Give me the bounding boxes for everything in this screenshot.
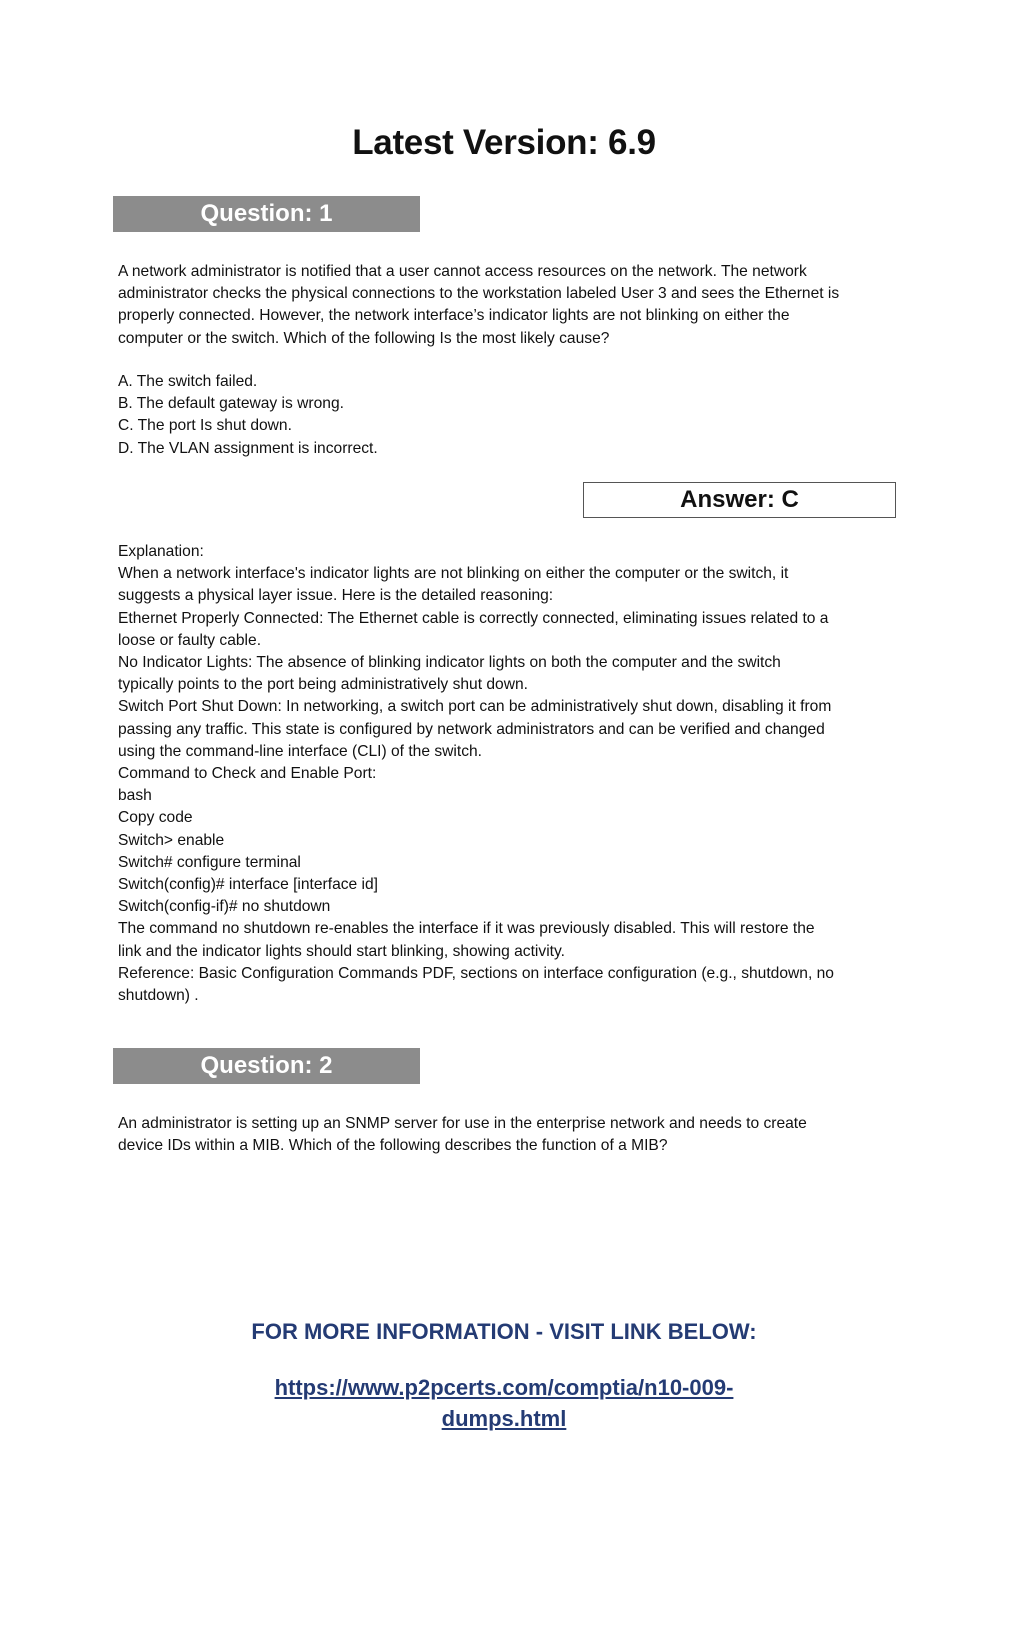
explanation-line: Switch> enable bbox=[118, 831, 225, 849]
explanation-line: The command no shutdown re-enables the interface if it was previously disabled. This will restore the bbox=[118, 920, 815, 938]
question-2-banner: Question: 2 bbox=[113, 1048, 420, 1084]
question-2-text bbox=[118, 1113, 898, 1157]
explanation-line: Switch(config-if)# no shutdown bbox=[118, 898, 331, 916]
explanation-line: When a network interface's indicator lights are not blinking on either the computer or the switch, it bbox=[118, 565, 789, 583]
more-info-heading: FOR MORE INFORMATION - VISIT LINK BELOW: bbox=[251, 1319, 757, 1344]
explanation-line: Switch Port Shut Down: In networking, a switch port can be administratively shut down, disabling it from bbox=[118, 698, 832, 716]
explanation bbox=[118, 541, 898, 1007]
explanation-line: shutdown) . bbox=[118, 987, 199, 1005]
dumps-link-line-1[interactable]: https://www.p2pcerts.com/comptia/n10-009- bbox=[274, 1375, 734, 1400]
explanation-line: Copy code bbox=[118, 809, 193, 827]
explanation-line: Command to Check and Enable Port: bbox=[118, 765, 377, 783]
question-text-line: computer or the switch. Which of the following Is the most likely cause? bbox=[118, 329, 610, 347]
question-1-options bbox=[118, 371, 898, 460]
explanation-line: Switch(config)# interface [interface id] bbox=[118, 876, 379, 894]
option-b: B. The default gateway is wrong. bbox=[118, 395, 344, 413]
dumps-link-line-2[interactable]: dumps.html bbox=[441, 1406, 567, 1431]
explanation-line: loose or faulty cable. bbox=[118, 631, 262, 649]
option-d: D. The VLAN assignment is incorrect. bbox=[118, 439, 378, 457]
explanation-line: Explanation: bbox=[118, 543, 204, 560]
explanation-line: Switch# configure terminal bbox=[118, 853, 301, 871]
question-text-line: administrator checks the physical connections to the workstation labeled User 3 and sees the Ethernet is bbox=[118, 285, 840, 303]
question-text-line: device IDs within a MIB. Which of the following describes the function of a MIB? bbox=[118, 1137, 668, 1155]
question-text-line: properly connected. However, the network interface’s indicator lights are not blinking on either the bbox=[118, 307, 790, 325]
option-a: A. The switch failed. bbox=[118, 373, 258, 390]
explanation-line: Ethernet Properly Connected: The Ethernet cable is correctly connected, eliminating issues related to a bbox=[118, 609, 829, 627]
explanation-line: bash bbox=[118, 787, 152, 805]
option-c: C. The port Is shut down. bbox=[118, 417, 292, 435]
explanation-line: No Indicator Lights: The absence of blinking indicator lights on both the computer and the switch bbox=[118, 654, 781, 672]
explanation-line: Reference: Basic Configuration Commands PDF, sections on interface configuration (e.g., shutdown, no bbox=[118, 964, 834, 982]
page-title: Latest Version: 6.9 bbox=[352, 123, 656, 162]
dumps-link[interactable] bbox=[0, 1372, 1008, 1434]
question-1-text bbox=[118, 261, 898, 350]
question-1-banner: Question: 1 bbox=[113, 196, 420, 232]
question-text-line: A network administrator is notified that a user cannot access resources on the network. The network bbox=[118, 263, 807, 280]
explanation-line: passing any traffic. This state is configured by network administrators and can be verified and changed bbox=[118, 720, 825, 738]
explanation-line: suggests a physical layer issue. Here is the detailed reasoning: bbox=[118, 587, 554, 605]
explanation-line: using the command-line interface (CLI) of the switch. bbox=[118, 742, 483, 760]
answer-box: Answer: C bbox=[583, 482, 896, 518]
explanation-line: typically points to the port being administratively shut down. bbox=[118, 676, 528, 694]
question-text-line: An administrator is setting up an SNMP server for use in the enterprise network and needs to create bbox=[118, 1115, 807, 1132]
explanation-line: link and the indicator lights should start blinking, showing activity. bbox=[118, 942, 565, 960]
